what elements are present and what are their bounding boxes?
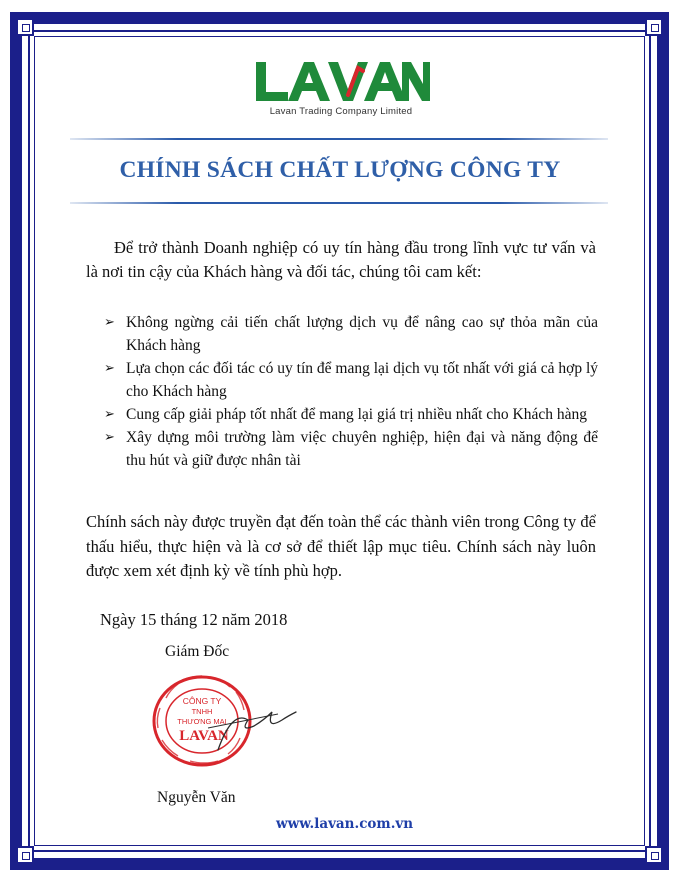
company-logo — [252, 58, 430, 120]
commitment-text: Lựa chọn các đối tác có uy tín để mang lại dịch vụ tốt nhất với giá cả hợp lý cho Khách hàng — [126, 360, 599, 400]
border-corner-ornament — [645, 18, 663, 36]
website-link[interactable]: www.lavan.com.vn — [276, 816, 414, 832]
list-item — [104, 426, 598, 472]
signatory-title: Giám Đốc — [165, 643, 230, 660]
list-item — [104, 403, 598, 426]
commitment-text: Cung cấp giải pháp tốt nhất để mang lại giá trị nhiều nhất cho Khách hàng — [126, 406, 587, 423]
commitment-text: Không ngừng cải tiến chất lượng dịch vụ để nâng cao sự thỏa mãn của Khách hàng — [126, 314, 598, 354]
stamp-line: TNHH — [191, 707, 213, 716]
commitment-text: Xây dựng môi trường làm việc chuyên nghiệp, hiện đại và năng động để thu hút và giữ được nhân tài — [126, 429, 598, 469]
title-rule-top — [70, 138, 608, 140]
border-corner-ornament — [16, 846, 34, 864]
commitment-list — [104, 311, 598, 472]
arrow-bullet-icon: ➢ — [104, 430, 115, 445]
stamp-line: THƯƠNG MẠI — [177, 717, 227, 726]
closing-paragraph: Chính sách này được truyền đạt đến toàn thể các thành viên trong Công ty để thấu hiểu, thực hiện và là cơ sở để thiết lập mục tiêu. Chính sách này luôn được xem xét định kỳ về tính phù hợp. — [86, 512, 596, 580]
list-item — [104, 311, 598, 357]
arrow-bullet-icon: ➢ — [104, 315, 115, 330]
arrow-bullet-icon: ➢ — [104, 407, 115, 422]
company-stamp-icon — [148, 668, 298, 778]
border-corner-ornament — [645, 846, 663, 864]
intro-paragraph: Để trở thành Doanh nghiệp có uy tín hàng đầu trong lĩnh vực tư vấn và là nơi tin cậy của Khách hàng và đối tác, chúng tôi cam kết: — [86, 238, 596, 281]
document-date: Ngày 15 tháng 12 năm 2018 — [100, 610, 288, 629]
border-corner-ornament — [16, 18, 34, 36]
list-item — [104, 357, 598, 403]
arrow-bullet-icon: ➢ — [104, 361, 115, 376]
signer-name: Nguyễn Văn — [157, 789, 236, 806]
page-title: CHÍNH SÁCH CHẤT LƯỢNG CÔNG TY — [119, 157, 561, 183]
lavan-wordmark-icon — [252, 58, 430, 104]
stamp-company-name: LAVAN — [179, 728, 229, 744]
logo-subtitle: Lavan Trading Company Limited — [269, 106, 413, 117]
stamp-line: CÔNG TY — [182, 696, 222, 706]
title-rule-bottom — [70, 202, 608, 204]
